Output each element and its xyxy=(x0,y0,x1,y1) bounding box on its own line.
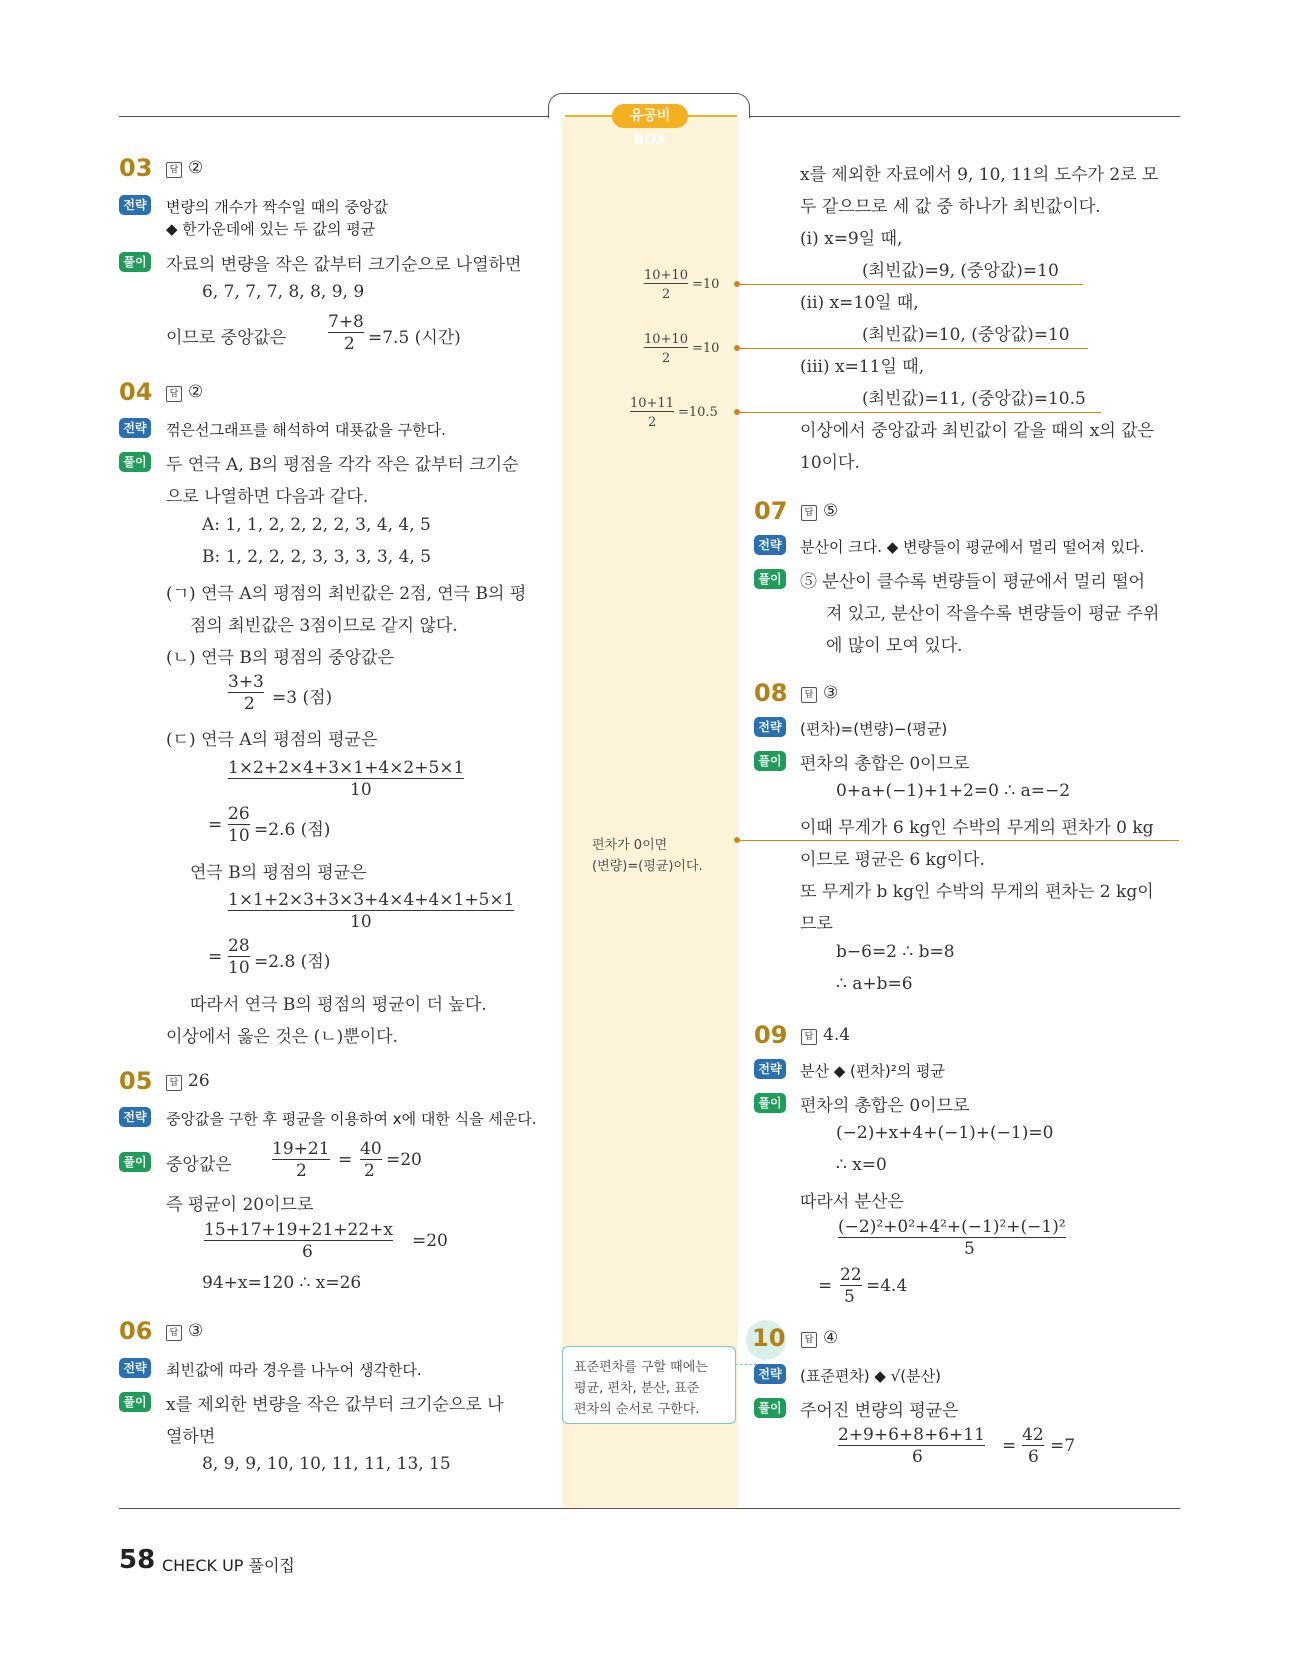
fraction-denominator: 10 xyxy=(228,826,250,846)
solution-badge: 풀이 xyxy=(119,1152,151,1172)
strategy-badge: 전략 xyxy=(119,1107,151,1127)
fraction-numerator: 7+8 xyxy=(328,312,364,332)
equals-sign: = xyxy=(338,1150,353,1170)
fraction-result: =7.5 (시간) xyxy=(368,328,461,348)
problem-number: 04 xyxy=(119,378,153,406)
fraction-denominator: 6 xyxy=(912,1447,923,1467)
text-line: 8, 9, 9, 10, 10, 11, 11, 13, 15 xyxy=(202,1454,451,1474)
answer-icon: 답 xyxy=(801,687,817,703)
text-line: (ㄴ) 연극 B의 평점의 중앙값은 xyxy=(166,648,395,668)
tip-connector xyxy=(735,1364,757,1365)
text-line: (ㄷ) 연극 A의 평점의 평균은 xyxy=(166,730,378,750)
text-line: 이때 무게가 6 kg인 수박의 무게의 편차가 0 kg xyxy=(800,818,1154,838)
fraction-numerator: 22 xyxy=(840,1265,862,1285)
equals-sign: = xyxy=(208,947,223,967)
strategy-badge: 전략 xyxy=(119,418,151,438)
problem-number: 06 xyxy=(119,1317,153,1345)
answer: 답 4.4 xyxy=(801,1025,850,1045)
side-note: 편차가 0이면 xyxy=(592,838,668,853)
text-line: 두 같으므로 세 값 중 하나가 최빈값이다. xyxy=(800,197,1101,217)
fraction-result: =20 xyxy=(386,1150,422,1170)
strategy-badge: 전략 xyxy=(754,535,786,555)
strategy-badge: 전략 xyxy=(754,717,786,737)
text-line: 따라서 연극 B의 평점의 평균이 더 높다. xyxy=(190,995,487,1015)
text-line: (최빈값)=9, (중앙값)=10 xyxy=(862,261,1059,281)
strategy-text: 중앙값을 구한 후 평균을 이용하여 x에 대한 식을 세운다. xyxy=(166,1110,537,1128)
text-line: x를 제외한 자료에서 9, 10, 11의 도수가 2로 모 xyxy=(800,165,1159,185)
text-line: 이므로 중앙값은 xyxy=(166,328,287,348)
leader-line xyxy=(737,840,1179,841)
fraction-result: =4.4 xyxy=(866,1276,908,1296)
text-line: 이상에서 옳은 것은 (ㄴ)뿐이다. xyxy=(166,1027,398,1047)
problem-number: 03 xyxy=(119,154,153,182)
bottom-rule xyxy=(119,1508,1180,1509)
text-line: 자료의 변량을 작은 값부터 크기순으로 나열하면 xyxy=(166,255,522,275)
strategy-text: (편차)=(변량)−(평균) xyxy=(800,720,948,738)
equals-sign: = xyxy=(208,815,223,835)
text-line: (ㄱ) 연극 A의 평점의 최빈값은 2점, 연극 B의 평 xyxy=(166,584,527,604)
text-line: 이므로 평균은 6 kg이다. xyxy=(800,850,985,870)
text-line: (최빈값)=11, (중앙값)=10.5 xyxy=(862,389,1086,409)
fraction-result: =20 xyxy=(412,1231,448,1251)
answer: 답 26 xyxy=(166,1071,210,1091)
text-line: (−2)+x+4+(−1)+(−1)=0 xyxy=(836,1123,1054,1143)
text-line: 중앙값은 xyxy=(166,1155,232,1175)
problem-number: 07 xyxy=(754,497,788,525)
text-line: ∴ x=0 xyxy=(836,1155,887,1175)
text-line: 연극 B의 평점의 평균은 xyxy=(190,863,367,883)
text-line: B: 1, 2, 2, 2, 3, 3, 3, 3, 4, 5 xyxy=(202,547,432,567)
solution-badge: 풀이 xyxy=(754,751,786,771)
strategy-text: 최빈값에 따라 경우를 나누어 생각한다. xyxy=(166,1361,422,1379)
text-line: ⑤ 분산이 클수록 변량들이 평균에서 멀리 떨어 xyxy=(800,572,1146,592)
text-line: 따라서 분산은 xyxy=(800,1192,904,1212)
solution-badge: 풀이 xyxy=(754,1093,786,1113)
box-badge: 유공비 BOX xyxy=(612,104,688,128)
answer-icon: 답 xyxy=(801,1029,817,1045)
tip-text: 표준편차를 구할 때에는 xyxy=(574,1360,708,1375)
fraction-numerator: 1×1+2×3+3×3+4×4+4×1+5×1 xyxy=(228,890,515,910)
text-line: 이상에서 중앙값과 최빈값이 같을 때의 x의 값은 xyxy=(800,421,1155,441)
side-fraction-numerator: 10+10 xyxy=(644,268,688,283)
text-line: A: 1, 1, 2, 2, 2, 2, 3, 4, 4, 5 xyxy=(202,515,431,535)
problem-number: 08 xyxy=(754,679,788,707)
fraction-result: =2.6 (점) xyxy=(254,820,331,840)
side-fraction-result: =10.5 xyxy=(678,405,718,420)
strategy-text: ◆ 한가운데에 있는 두 값의 평균 xyxy=(166,220,376,238)
answer: 답 ② xyxy=(166,382,203,402)
fraction-numerator: 40 xyxy=(360,1139,382,1159)
fraction-numerator: 28 xyxy=(228,936,250,956)
fraction-numerator: 15+17+19+21+22+x xyxy=(204,1220,393,1240)
text-line: 0+a+(−1)+1+2=0 ∴ a=−2 xyxy=(836,781,1071,801)
answer: 답 ③ xyxy=(801,683,838,703)
text-line: 편차의 총합은 0이므로 xyxy=(800,754,970,774)
strategy-text: 분산이 크다. ◆ 변량들이 평균에서 멀리 떨어져 있다. xyxy=(800,538,1145,556)
fraction-denominator: 2 xyxy=(344,334,355,354)
text-line: ∴ a+b=6 xyxy=(836,974,913,994)
fraction-denominator: 2 xyxy=(296,1161,307,1181)
text-line: 10이다. xyxy=(800,453,860,473)
fraction-denominator: 10 xyxy=(350,912,372,932)
fraction-denominator: 5 xyxy=(844,1287,855,1307)
solution-badge: 풀이 xyxy=(754,1398,786,1418)
text-line: 으로 나열하면 다음과 같다. xyxy=(166,487,369,507)
answer: 답 ③ xyxy=(166,1321,203,1341)
problem-number: 05 xyxy=(119,1067,153,1095)
side-fraction-numerator: 10+11 xyxy=(630,396,674,411)
fraction-result: =7 xyxy=(1050,1436,1076,1456)
fraction-numerator: 1×2+2×4+3×1+4×2+5×1 xyxy=(228,758,465,778)
text-line: x를 제외한 변량을 작은 값부터 크기순으로 나 xyxy=(166,1395,504,1415)
footer-title: CHECK UP 풀이집 xyxy=(162,1556,295,1575)
text-line: 94+x=120 ∴ x=26 xyxy=(202,1273,362,1293)
tip-text: 평균, 편차, 분산, 표준 xyxy=(574,1381,700,1396)
text-line: 져 있고, 분산이 작을수록 변량들이 평균 주위 xyxy=(826,604,1160,624)
answer: 답 ④ xyxy=(801,1328,838,1348)
side-fraction-denominator: 2 xyxy=(662,351,671,366)
solution-badge: 풀이 xyxy=(119,1392,151,1412)
answer-icon: 답 xyxy=(166,1325,182,1341)
problem-number: 09 xyxy=(754,1021,788,1049)
side-fraction-result: =10 xyxy=(692,277,720,292)
fraction-numerator: (−2)²+0²+4²+(−1)²+(−1)² xyxy=(838,1217,1066,1237)
equals-sign: = xyxy=(818,1276,833,1296)
leader-line xyxy=(737,348,1088,349)
tip-text: 편차의 순서로 구한다. xyxy=(574,1402,700,1417)
text-line: (최빈값)=10, (중앙값)=10 xyxy=(862,325,1070,345)
side-fraction-denominator: 2 xyxy=(662,287,671,302)
text-line: 편차의 총합은 0이므로 xyxy=(800,1096,970,1116)
strategy-badge: 전략 xyxy=(119,1358,151,1378)
fraction-denominator: 6 xyxy=(302,1242,313,1262)
leader-line xyxy=(737,412,1101,413)
text-line: (i) x=9일 때, xyxy=(800,229,903,249)
fraction-numerator: 26 xyxy=(228,804,250,824)
text-line: 즉 평균이 20이므로 xyxy=(166,1195,314,1215)
fraction-result: =2.8 (점) xyxy=(254,952,331,972)
answer-icon: 답 xyxy=(166,1075,182,1091)
text-line: (ii) x=10일 때, xyxy=(800,293,919,313)
side-fraction-result: =10 xyxy=(692,341,720,356)
answer-icon: 답 xyxy=(166,162,182,178)
page-number: 58 xyxy=(119,1545,156,1575)
answer-icon: 답 xyxy=(801,505,817,521)
strategy-text: 변량의 개수가 짝수일 때의 중앙값 xyxy=(166,198,388,216)
side-fraction-numerator: 10+10 xyxy=(644,332,688,347)
problem-number: 10 xyxy=(752,1324,786,1352)
text-line: 므로 xyxy=(800,914,833,934)
side-column-box xyxy=(562,112,738,1508)
answer: 답 ⑤ xyxy=(801,501,838,521)
strategy-text: 분산 ◆ (편차)²의 평균 xyxy=(800,1062,945,1080)
answer-icon: 답 xyxy=(166,386,182,402)
solution-badge: 풀이 xyxy=(119,452,151,472)
text-line: (iii) x=11일 때, xyxy=(800,357,925,377)
text-line: 점의 최빈값은 3점이므로 같지 않다. xyxy=(190,616,458,636)
text-line: 6, 7, 7, 7, 8, 8, 9, 9 xyxy=(202,282,365,302)
strategy-badge: 전략 xyxy=(754,1364,786,1384)
text-line: 또 무게가 b kg인 수박의 무게의 편차는 2 kg이 xyxy=(800,882,1154,902)
fraction-denominator: 5 xyxy=(964,1239,975,1259)
side-fraction-denominator: 2 xyxy=(648,415,657,430)
strategy-text: 꺾은선그래프를 해석하여 대푯값을 구한다. xyxy=(166,421,446,439)
fraction-denominator: 10 xyxy=(228,958,250,978)
strategy-text: (표준편차) ◆ √(분산) xyxy=(800,1367,941,1385)
fraction-numerator: 2+9+6+8+6+11 xyxy=(838,1425,985,1445)
fraction-denominator: 2 xyxy=(364,1161,375,1181)
leader-line xyxy=(737,284,1083,285)
solution-badge: 풀이 xyxy=(754,569,786,589)
text-line: 두 연극 A, B의 평점을 각각 작은 값부터 크기순 xyxy=(166,455,519,475)
fraction-denominator: 6 xyxy=(1028,1447,1039,1467)
fraction-denominator: 2 xyxy=(244,694,255,714)
answer-icon: 답 xyxy=(801,1332,817,1348)
fraction-numerator: 19+21 xyxy=(272,1139,330,1159)
text-line: 주어진 변량의 평균은 xyxy=(800,1401,959,1421)
fraction-numerator: 3+3 xyxy=(228,672,264,692)
text-line: 에 많이 모여 있다. xyxy=(826,636,963,656)
text-line: 열하면 xyxy=(166,1427,216,1447)
text-line: b−6=2 ∴ b=8 xyxy=(836,942,955,962)
fraction-numerator: 42 xyxy=(1022,1425,1044,1445)
solution-badge: 풀이 xyxy=(119,252,151,272)
equals-sign: = xyxy=(1002,1436,1017,1456)
side-note: (변량)=(평균)이다. xyxy=(592,859,703,874)
answer: 답 ② xyxy=(166,158,203,178)
fraction-denominator: 10 xyxy=(350,780,372,800)
strategy-badge: 전략 xyxy=(119,195,151,215)
fraction-result: =3 (점) xyxy=(272,688,333,708)
strategy-badge: 전략 xyxy=(754,1059,786,1079)
